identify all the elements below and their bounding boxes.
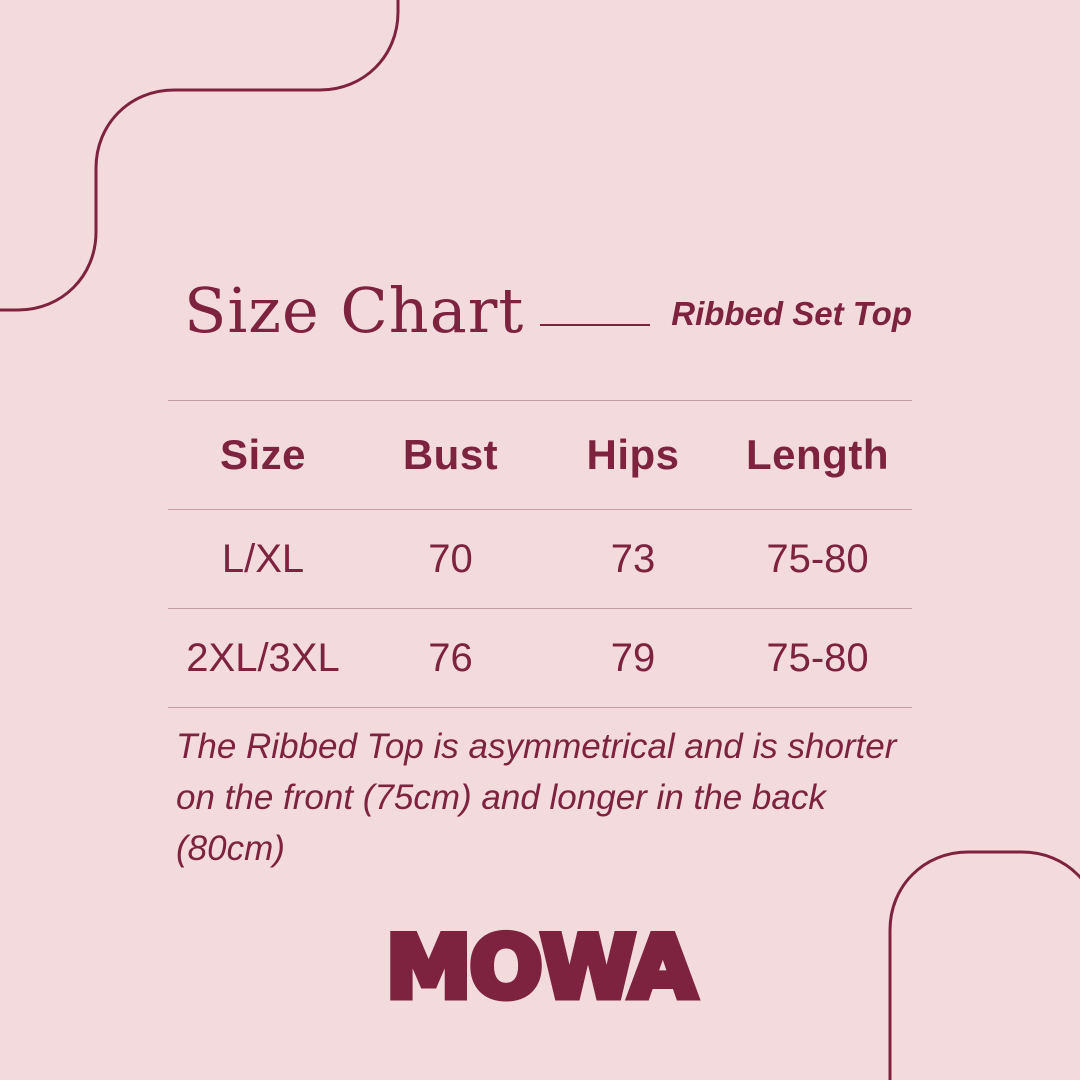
page-title: Size Chart — [184, 274, 525, 347]
column-header-hips: Hips — [543, 401, 723, 510]
cell-bust: 76 — [358, 609, 543, 708]
size-note: The Ribbed Top is asymmetrical and is shorter on the front (75cm) and longer in the back (80cm) — [176, 727, 897, 868]
table-row — [168, 510, 912, 609]
chart-header — [168, 272, 912, 392]
cell-hips: 79 — [543, 609, 723, 708]
cell-hips: 73 — [543, 510, 723, 609]
cell-bust: 70 — [358, 510, 543, 609]
table-header-row — [168, 401, 912, 510]
brand-logo — [0, 918, 1080, 1018]
size-table — [168, 400, 912, 708]
cell-length: 75-80 — [723, 609, 912, 708]
table-header — [168, 401, 912, 510]
size-table-wrapper — [168, 400, 912, 708]
cell-length: 75-80 — [723, 510, 912, 609]
cell-size: L/XL — [168, 510, 358, 609]
table-body — [168, 510, 912, 708]
table-row — [168, 609, 912, 708]
column-header-size: Size — [168, 401, 358, 510]
column-header-bust: Bust — [358, 401, 543, 510]
cell-size: 2XL/3XL — [168, 609, 358, 708]
brand-logo-text: MOWA — [385, 918, 695, 1018]
product-name: Ribbed Set Top — [671, 295, 912, 332]
title-divider — [540, 324, 650, 326]
column-header-length: Length — [723, 401, 912, 510]
